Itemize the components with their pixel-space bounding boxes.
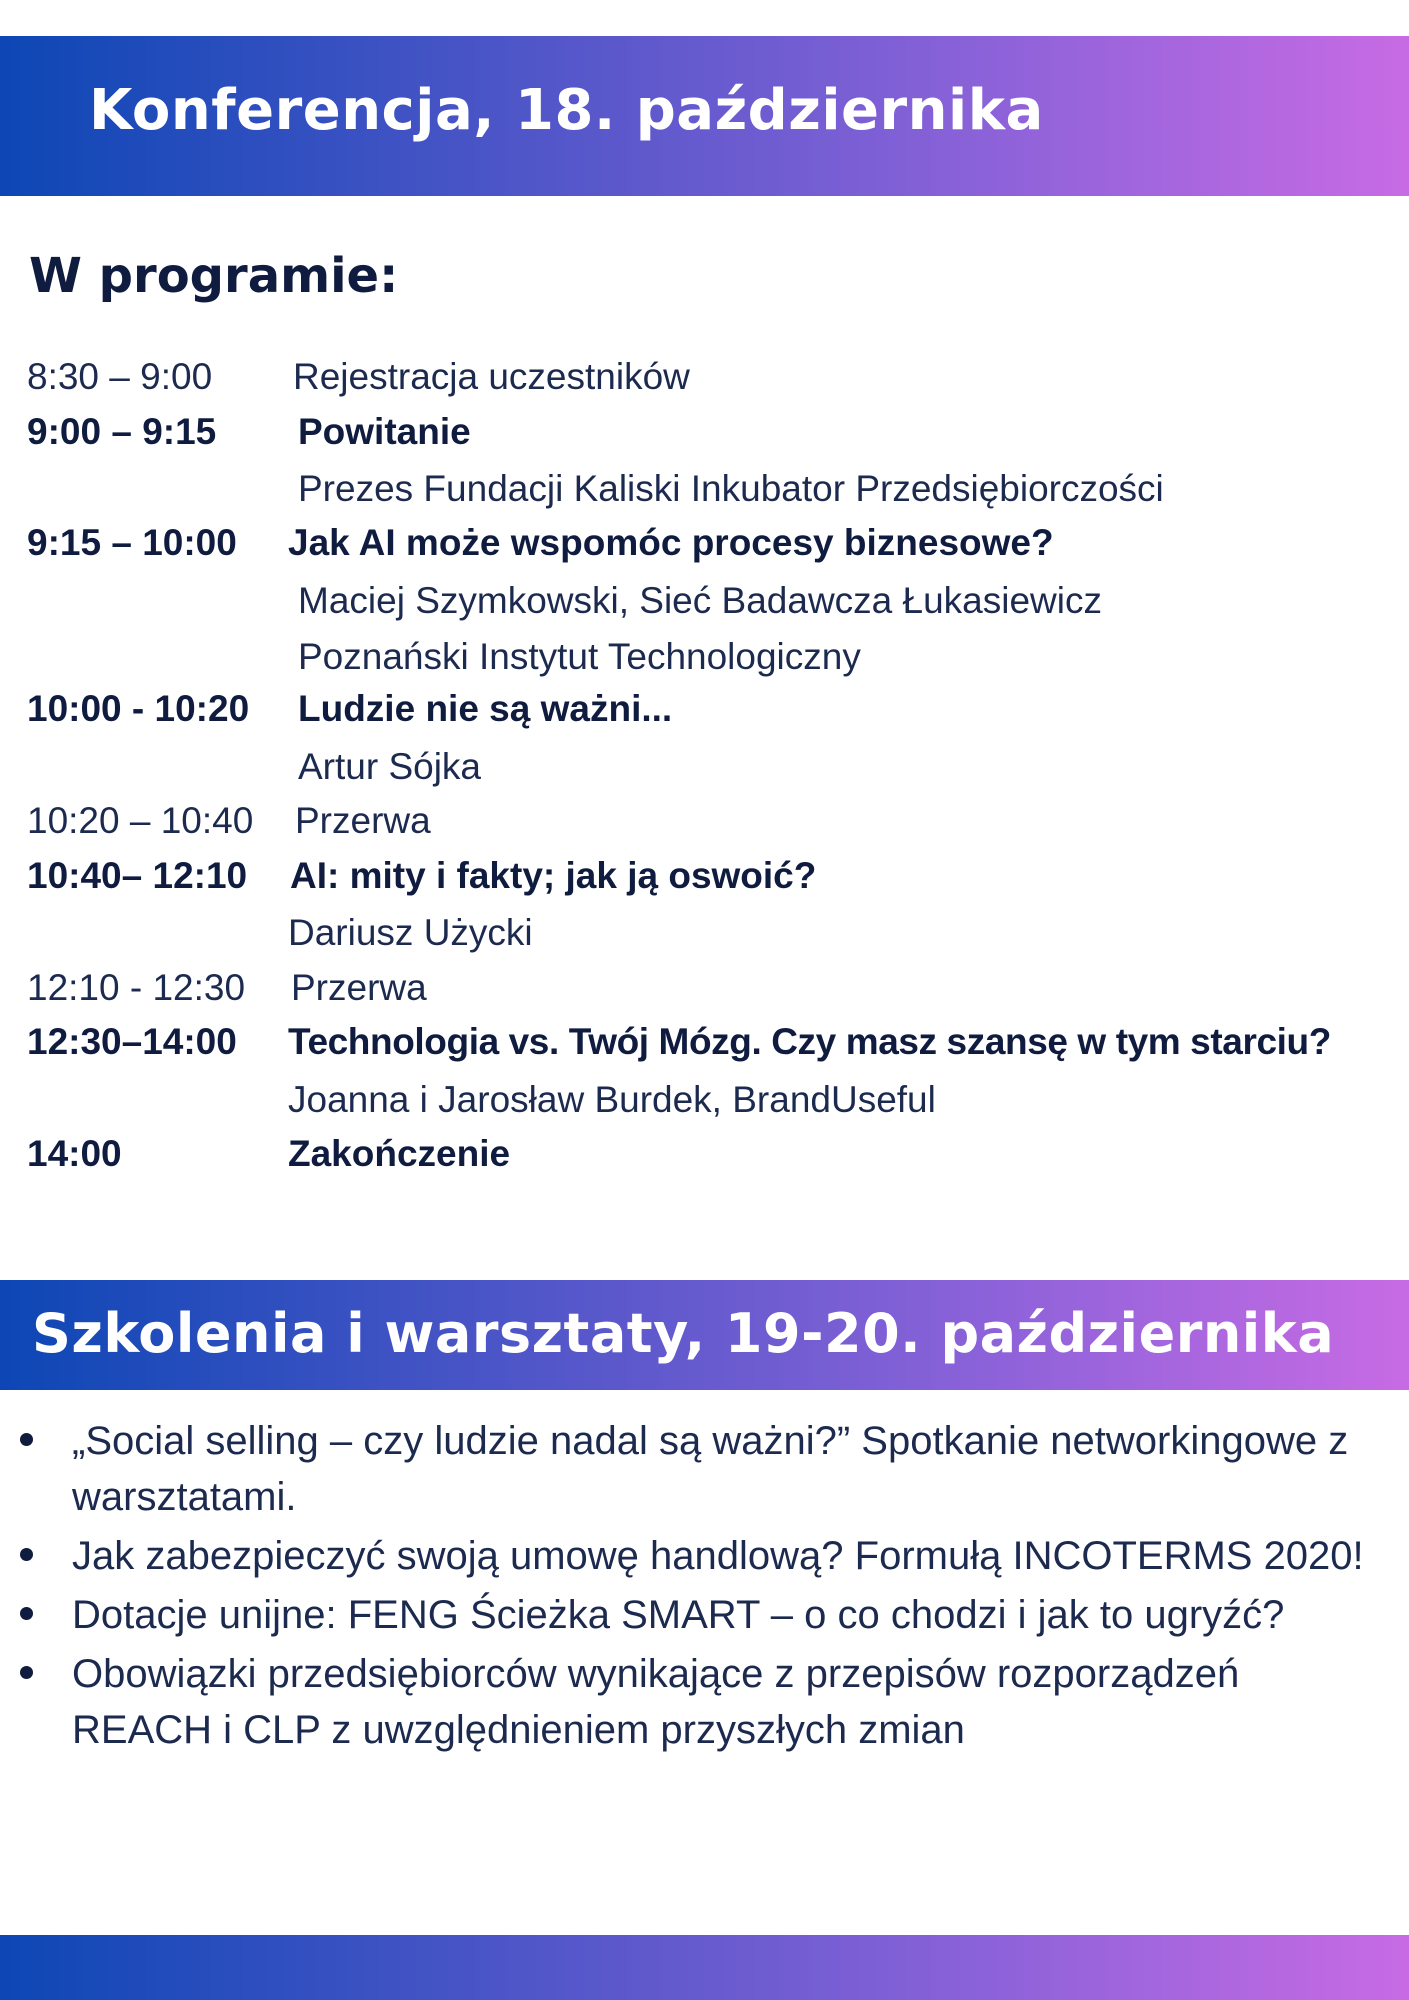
program-item: Przerwa — [295, 800, 431, 841]
program-time: 8:30 – 9:00 — [27, 356, 213, 397]
bullet-icon — [20, 1548, 33, 1561]
program-item: Ludzie nie są ważni... — [298, 688, 673, 729]
list-item — [0, 1413, 1372, 1525]
program-time: 10:00 - 10:20 — [27, 688, 250, 729]
program-time: 10:40– 12:10 — [27, 855, 248, 896]
workshop-list — [0, 1413, 1409, 1761]
program-speaker: Maciej Szymkowski, Sieć Badawcza Łukasiewicz — [298, 580, 1102, 621]
workshop-title: Jak zabezpieczyć swoją umowę handlową? Formułą INCOTERMS 2020! — [72, 1534, 1364, 1578]
program-speaker: Prezes Fundacji Kaliski Inkubator Przedsiębiorczości — [298, 468, 1164, 509]
program-item: Rejestracja uczestników — [293, 356, 690, 397]
list-item — [0, 1646, 1372, 1758]
program-item: Powitanie — [298, 411, 471, 452]
program-speaker: Poznański Instytut Technologiczny — [298, 636, 861, 677]
workshop-title: Dotacje unijne: FENG Ścieżka SMART – o co chodzi i jak to ugryźć? — [72, 1593, 1285, 1637]
list-item — [0, 1528, 1372, 1584]
program-item: Jak AI może wspomóc procesy biznesowe? — [288, 522, 1054, 563]
program-item: Zakończenie — [288, 1133, 511, 1174]
bullet-icon — [20, 1433, 33, 1446]
program-time: 9:15 – 10:00 — [27, 522, 237, 563]
list-item — [0, 1587, 1372, 1643]
program-time: 9:00 – 9:15 — [27, 411, 217, 452]
header-banner-workshops — [0, 1280, 1409, 1390]
program-item: Technologia vs. Twój Mózg. Czy masz szansę w tym starciu? — [288, 1021, 1331, 1062]
workshop-title: „Social selling – czy ludzie nadal są ważni?” Spotkanie networkingowe z warsztatami. — [72, 1419, 1349, 1519]
program-time: 12:30–14:00 — [27, 1021, 237, 1062]
workshop-title: Obowiązki przedsiębiorców wynikające z przepisów rozporządzeń REACH i CLP z uwzględnieniem przyszłych zmian — [72, 1652, 1240, 1752]
program-time: 12:10 - 12:30 — [27, 967, 246, 1008]
program-item: AI: mity i fakty; jak ją oswoić? — [290, 855, 817, 896]
footer-banner — [0, 1935, 1409, 2000]
program-time: 10:20 – 10:40 — [27, 800, 254, 841]
program-heading: W programie: — [29, 248, 399, 304]
bullet-icon — [20, 1666, 33, 1679]
program-speaker: Joanna i Jarosław Burdek, BrandUseful — [288, 1079, 936, 1120]
conference-title: Konferencja, 18. października — [89, 78, 1044, 143]
program-time: 14:00 — [27, 1133, 122, 1174]
program-item: Przerwa — [291, 967, 427, 1008]
program-speaker: Dariusz Użycki — [288, 912, 533, 953]
workshops-title: Szkolenia i warsztaty, 19-20. października — [32, 1302, 1335, 1365]
header-banner-conference — [0, 36, 1409, 196]
program-speaker: Artur Sójka — [298, 746, 482, 787]
bullet-icon — [20, 1607, 33, 1620]
